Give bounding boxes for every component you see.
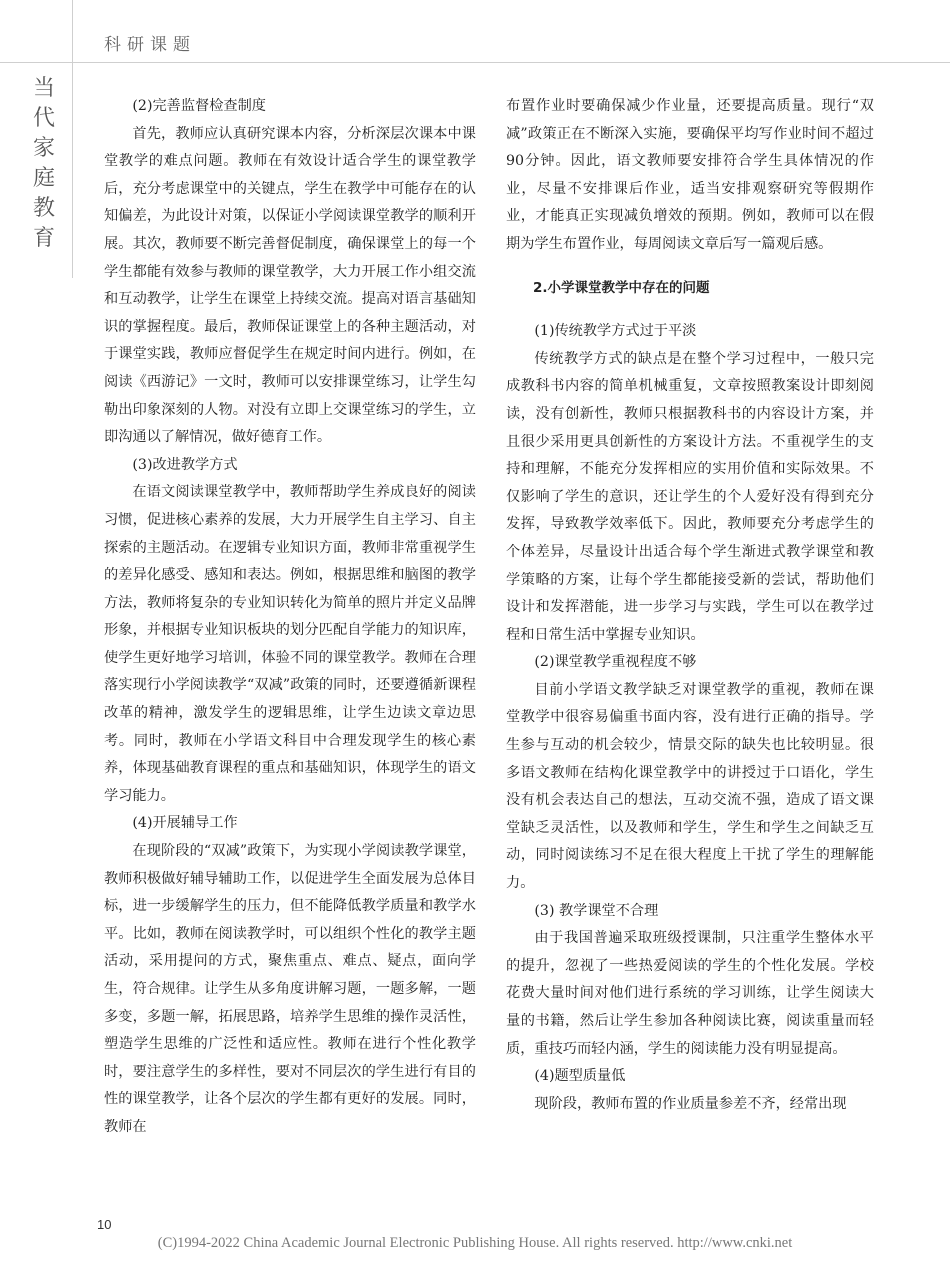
side-divider xyxy=(72,0,73,278)
left-column xyxy=(104,93,476,1142)
subheading: (3) 教学课堂不合理 xyxy=(534,902,659,919)
journal-title-char: 育 xyxy=(32,226,55,251)
paragraph: 目前小学语文教学缺乏对课堂教学的重视，教师在课堂教学中很容易偏重书面内容，没有进行正确的指导。学生参与互动的机会较少，情景交际的缺失也比较明显。很多语文教师在结构化课堂教学中的讲授过于口语化，学生没有机会表达自己的想法，互动交流不强，造成了语文课堂缺乏灵活性，以及教师和学生，学生和学生之间缺乏互动，同时阅读练习不足在很大程度上干扰了学生的理解能力。 xyxy=(506,681,874,892)
section-label: 科研课题 xyxy=(104,35,196,55)
subheading: (4)题型质量低 xyxy=(534,1068,626,1085)
paragraph: 传统教学方式的缺点是在整个学习过程中，一般只完成教科书内容的简单机械重复，文章按照教案设计即刻阅读，没有创新性，教师只根据教科书的内容设计方案，并且很少采用更具创新性的方案设计方法。不重视学生的支持和理解，不能充分发挥相应的实用价值和实际效果。不仅影响了学生的意识，还让学生的个人爱好没有得到充分发挥，导致教学效率低下。因此，教师要充分考虑学生的个体差异，尽量设计出适合每个学生渐进式教学课堂和教学策略的方案，让每个学生都能接受新的尝试，帮助他们设计和发挥潜能，进一步学习与实践，学生可以在教学过程和日常生活中掌握专业知识。 xyxy=(506,350,874,643)
subheading: (2)完善监督检查制度 xyxy=(132,98,266,114)
journal-title-char: 当 xyxy=(32,76,55,101)
copyright-notice: (C)1994-2022 China Academic Journal Electronic Publishing House. All rights reserved. http://www.cnki.net xyxy=(157,1235,793,1251)
paragraph: 由于我国普遍采取班级授课制，只注重学生整体水平的提升，忽视了一些热爱阅读的学生的个性化发展。学校花费大量时间对他们进行系统的学习训练，让学生阅读大量的书籍，然后让学生参加各种阅读比赛，阅读重量而轻质，重技巧而轻内涵，学生的阅读能力没有明显提高。 xyxy=(506,930,874,1057)
paragraph: 现阶段，教师布置的作业质量参差不齐，经常出现 xyxy=(534,1095,847,1112)
right-column xyxy=(506,93,874,1118)
paragraph: 在语文阅读课堂教学中，教师帮助学生养成良好的阅读习惯，促进核心素养的发展，大力开展学生自主学习、自主探索的主题活动。在逻辑专业知识方面，教师非常重视学生的差异化感受、感知和表达。例如，根据思维和脑图的教学方法，教师将复杂的专业知识转化为简单的照片并定义品牌形象，并根据专业知识板块的划分匹配自学能力的知识库，使学生更好地学习培训，体验不同的课堂教学。教师在合理落实现行小学阅读教学“双减”政策的同时，还要遵循新课程改革的精神，激发学生的逻辑思维，让学生边读文章边思考。同时，教师在小学语文科目中合理发现学生的核心素养，体现基础教育课程的重点和基础知识，体现学生的语文学习能力。 xyxy=(104,484,476,804)
page-number: 10 xyxy=(97,1217,112,1232)
subheading: (3)改进教学方式 xyxy=(132,456,238,473)
paragraph: 在现阶段的“双减”政策下，为实现小学阅读教学课堂，教师积极做好辅导辅助工作，以促进学生全面发展为总体目标，进一步缓解学生的压力，但不能降低教学质量和教学水平。比如，教师在阅读教学时，可以组织个性化的教学主题活动，采用提问的方式，聚焦重点、难点、疑点，面向学生，符合规律。让学生从多角度讲解习题，一题多解，一题多变，多题一解，拓展思路，培养学生思维的操作灵活性，塑造学生思维的广泛性和适应性。教师在进行个性化教学时，要注意学生的多样性，要对不同层次的学生进行有目的性的课堂教学，让各个层次的学生都有更好的发展。同时，教师在 xyxy=(104,843,476,1135)
journal-title-char: 代 xyxy=(32,106,55,131)
journal-title xyxy=(24,74,64,254)
journal-title-char: 庭 xyxy=(32,166,55,191)
subheading: (4)开展辅导工作 xyxy=(132,815,238,832)
header-divider xyxy=(0,62,950,63)
section-heading: 2.小学课堂教学中存在的问题 xyxy=(533,279,710,296)
journal-title-char: 教 xyxy=(32,196,55,221)
paragraph-continued: 布置作业时要确保减少作业量，还要提高质量。现行“双减”政策正在不断深入实施，要确保平均写作业时间不超过90分钟。因此，语文教师要安排符合学生具体情况的作业，尽量不安排课后作业，适当安排观察研究等假期作业，才能真正实现减负增效的预期。例如，教师可以在假期为学生布置作业，每周阅读文章后写一篇观后感。 xyxy=(506,98,874,252)
paragraph: 首先，教师应认真研究课本内容，分析深层次课本中课堂教学的难点问题。教师在有效设计适合学生的课堂教学后，充分考虑课堂中的关键点，学生在教学中可能存在的认知偏差，为此设计对策，以保证小学阅读课堂教学的顺利开展。其次，教师要不断完善督促制度，确保课堂上的每一个学生都能有效参与教师的课堂教学，大力开展工作小组交流和互动教学，让学生在课堂上持续交流。提高对语言基础知识的掌握程度。最后，教师保证课堂上的各种主题活动，对于课堂实践，教师应督促学生在规定时间内进行。例如，在阅读《西游记》一文时，教师可以安排课堂练习，让学生勾勒出印象深刻的人物。对没有立即上交课堂练习的学生，立即沟通以了解情况，做好德育工作。 xyxy=(104,125,476,446)
subheading: (2)课堂教学重视程度不够 xyxy=(534,654,697,671)
journal-title-char: 家 xyxy=(32,136,55,161)
subheading: (1)传统教学方式过于平淡 xyxy=(534,323,697,340)
